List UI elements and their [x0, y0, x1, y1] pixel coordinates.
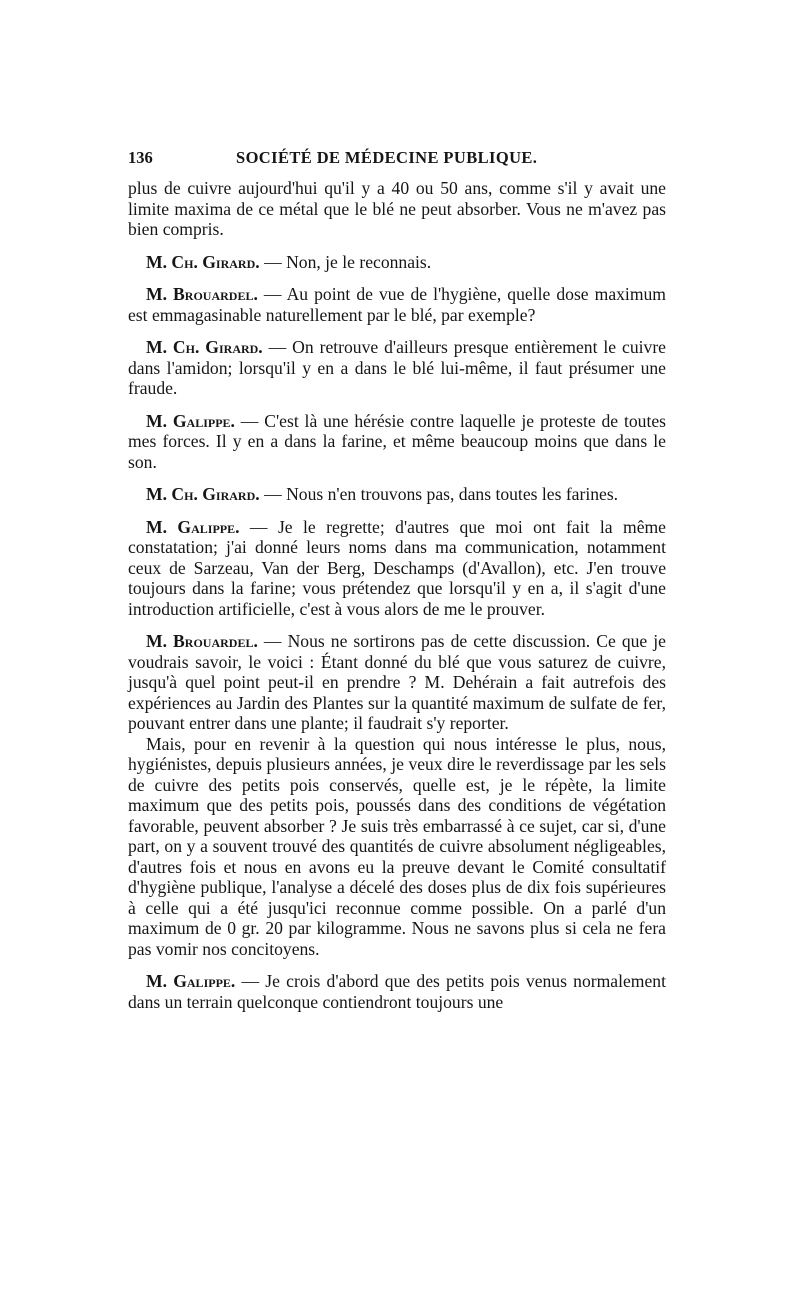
paragraph: [128, 178, 666, 240]
paragraph-text: — On retrouve d'ailleurs presque entièrement le cuivre dans l'amidon; lorsqu'il y en a dans le blé lui-même, il faut présumer une fraude.: [128, 337, 666, 398]
paragraph-text: — C'est là une hérésie contre laquelle je proteste de toutes mes forces. Il y en a dans la farine, et même beaucoup moins que dans le son.: [128, 410, 666, 472]
paragraph: [128, 252, 666, 273]
paragraph-text: — Nous ne sortirons pas de cette discussion. Ce que je voudrais savoir, le voici : Étant donné du blé que vous saturez de cuivre, jusqu'à quel point peut-il en prendre ? M. Dehérain a fait autrefois des expériences au Jardin des Plantes sur la quantité maximum de sulfate de fer, pouvant entrer dans une plante; il faudrait s'y reporter.: [128, 631, 666, 733]
page-number: 136: [128, 148, 153, 167]
paragraph: [128, 337, 666, 399]
paragraph: [128, 631, 666, 734]
speaker-name: M. Galippe.: [146, 971, 236, 991]
paragraph: [128, 484, 666, 505]
running-title: SOCIÉTÉ DE MÉDECINE PUBLIQUE.: [236, 148, 538, 167]
speaker-name: M. Ch. Girard.: [146, 337, 263, 357]
paragraph-text: — Je crois d'abord que des petits pois venus normalement dans un terrain quelconque contiendront toujours une: [128, 971, 666, 1012]
speaker-name: M. Ch. Girard.: [146, 251, 260, 272]
speaker-name: M. Brouardel.: [146, 631, 258, 651]
paragraph-text: — Au point de vue de l'hygiène, quelle dose maximum est emmagasinable naturellement par le blé, par exemple?: [128, 284, 666, 325]
page-header: [128, 148, 666, 174]
document-page: [128, 148, 666, 1024]
paragraph: [128, 971, 666, 1012]
speaker-name: M. Galippe.: [146, 516, 240, 537]
paragraph-text: plus de cuivre aujourd'hui qu'il y a 40 ou 50 ans, comme s'il y avait une limite maxima de ce métal que le blé ne peut absorber. Vous ne m'avez pas bien compris.: [128, 178, 666, 239]
speaker-name: M. Galippe.: [146, 410, 235, 431]
paragraph-text: Mais, pour en revenir à la question qui nous intéresse le plus, nous, hygiénistes, depuis plusieurs années, je veux dire le reverdissage par les sels de cuivre des petits pois conservés, quelle est, je le répète, la limite maximum que des petits pois, poussés dans des conditions de végétation favorable, peuvent absorber ? Je suis très embarrassé à ce sujet, car si, d'une part, on y a souvent trouvé des quantités de cuivre absolument négligeables, d'autres fois et nous en avons eu la preuve devant le Comité consultatif d'hygiène publique, l'analyse a décelé des doses plus de dix fois supérieures à celle qui a été jusqu'ici reconnue comme possible. On a parlé d'un maximum de 0 gr. 20 par kilogramme. Nous ne savons plus si cela ne fera pas vomir nos concitoyens.: [128, 733, 666, 959]
speaker-name: M. Brouardel.: [146, 284, 258, 304]
paragraph: [128, 284, 666, 325]
paragraph-text: — Nous n'en trouvons pas, dans toutes les farines.: [259, 484, 619, 504]
paragraph: [128, 517, 666, 620]
speaker-name: M. Ch. Girard.: [146, 484, 260, 504]
paragraph: [128, 734, 666, 960]
paragraph: [128, 411, 666, 473]
paragraph-text: — Non, je le reconnais.: [259, 251, 432, 272]
paragraph-text: — Je le regrette; d'autres que moi ont fait la même constatation; j'ai donné leurs noms dans ma communication, notamment ceux de Sarzeau, Van der Berg, Deschamps (d'Avallon), etc. J'en trouve toujours dans la farine; vous prétendez que lorsqu'il y en a, il s'agit d'une introduction artificielle, c'est à vous alors de me le prouver.: [128, 516, 666, 619]
